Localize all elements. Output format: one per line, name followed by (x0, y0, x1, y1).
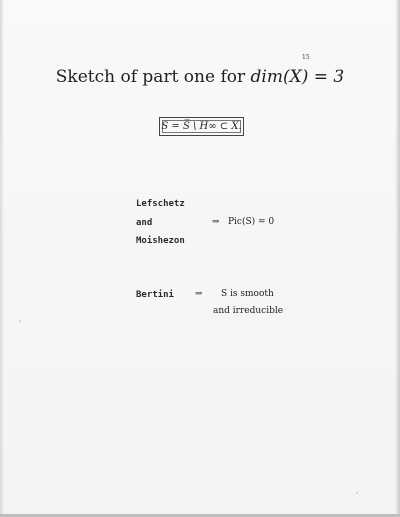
label-bertini: Bertini (136, 290, 174, 300)
result-pic: Pic(S) = 0 (228, 217, 275, 227)
label-lefschetz: Lefschetz (136, 199, 185, 209)
scan-speck (356, 492, 358, 494)
result-irreducible: and irreducible (213, 306, 284, 316)
implies-arrow-icon: ⇒ (195, 289, 203, 299)
result-smooth: S is smooth (221, 289, 274, 299)
formula-text: S = S̅ \ H∞ ⊂ X. (161, 121, 242, 132)
boxed-formula (159, 117, 244, 136)
scan-speck (19, 320, 21, 322)
label-and: and (136, 218, 153, 228)
page-number: 15 (302, 54, 310, 61)
page-title (0, 67, 400, 87)
title-text: Sketch of part one for (55, 67, 251, 87)
title-math: dim(X) = 3 (250, 67, 345, 87)
label-moishezon: Moishezon (136, 236, 185, 246)
implies-arrow-icon: ⇒ (212, 217, 220, 227)
